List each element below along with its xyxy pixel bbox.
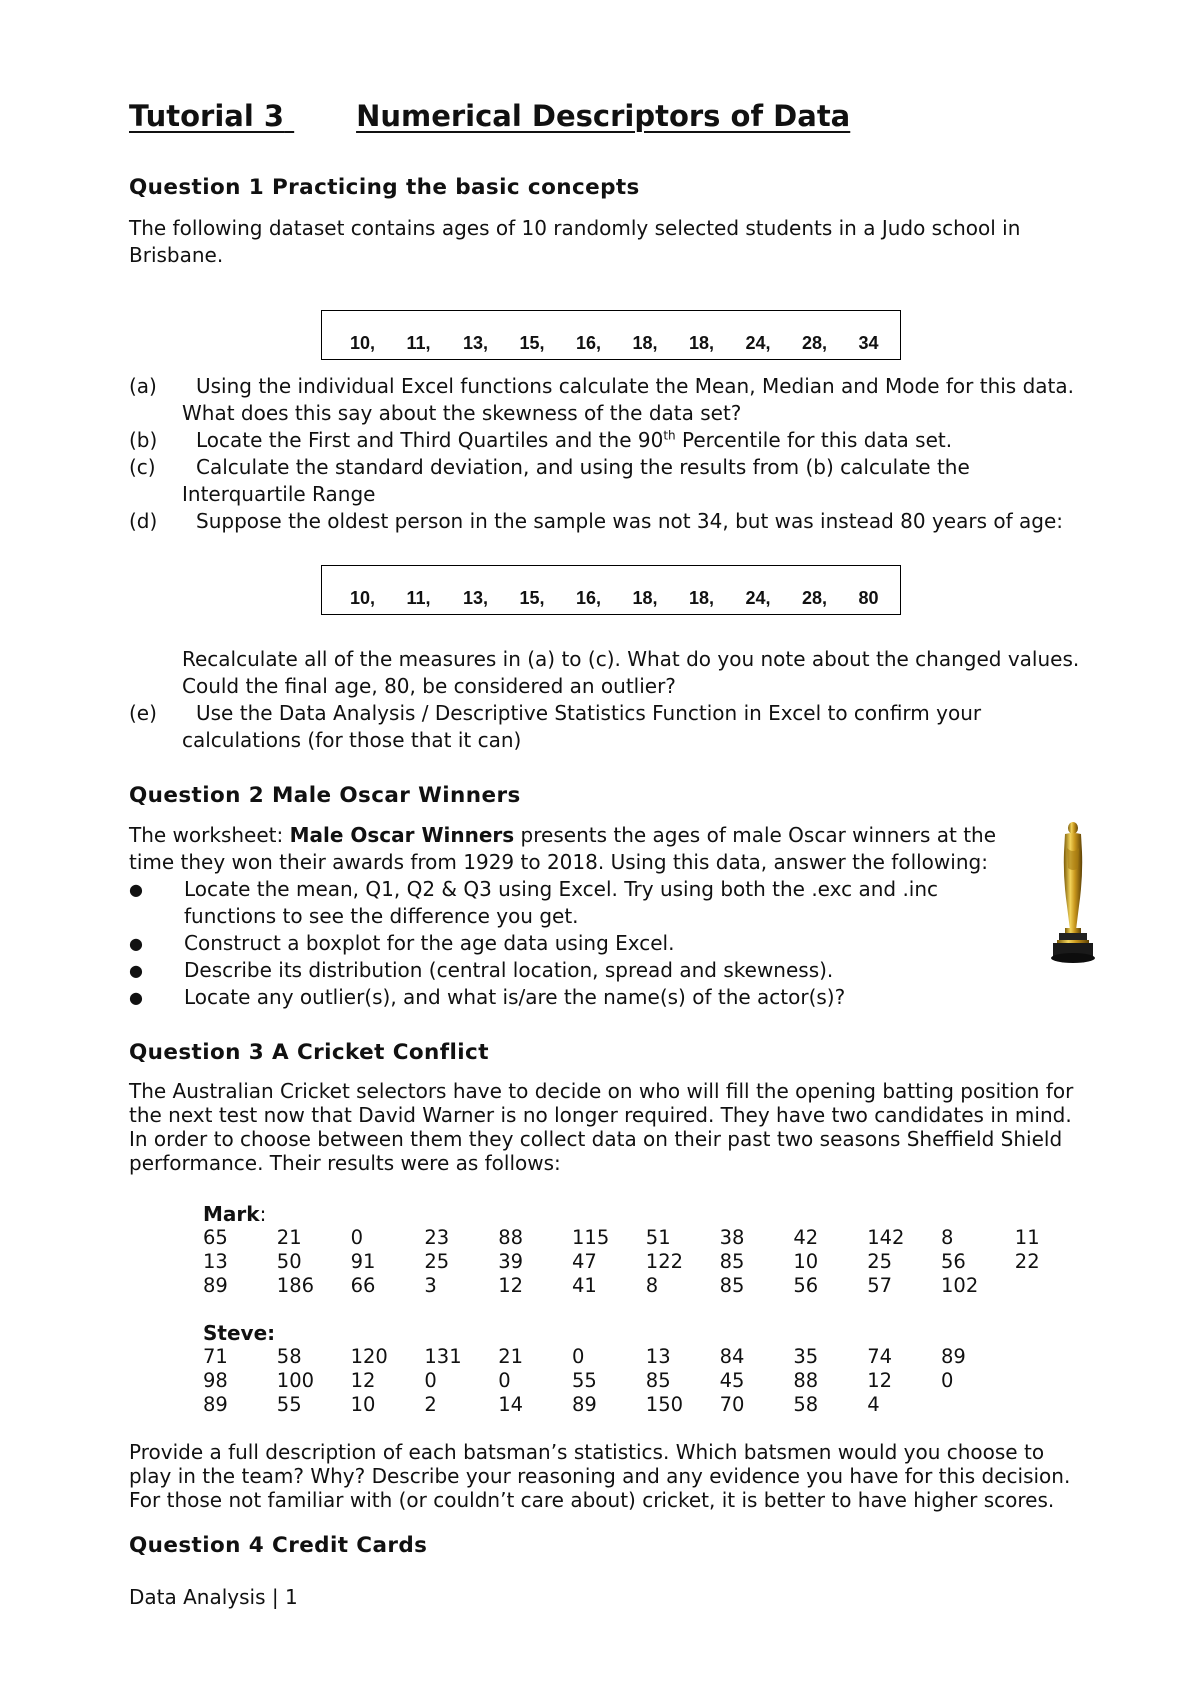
dataset-value: 15,: [519, 588, 545, 608]
q1-intro-line: Brisbane.: [129, 243, 224, 267]
score-cell: 89: [203, 1393, 228, 1416]
bullet-text: Locate any outlier(s), and what is/are the name(s) of the actor(s)?: [184, 985, 846, 1009]
dataset-value: 16,: [576, 588, 602, 608]
score-cell: 39: [498, 1250, 524, 1273]
score-cell: 38: [719, 1226, 745, 1249]
q3-intro-line: The Australian Cricket selectors have to decide on who will fill the opening batting position for: [129, 1079, 1074, 1103]
bullet-text: functions to see the difference you get.: [184, 904, 579, 928]
score-cell: 47: [572, 1250, 597, 1273]
score-cell: 98: [203, 1369, 228, 1392]
score-cell: 115: [572, 1226, 610, 1249]
superscript: th: [663, 428, 676, 443]
score-cell: 35: [793, 1345, 819, 1368]
q2-intro-line: [129, 823, 996, 847]
page-footer: Data Analysis | 1: [129, 1585, 298, 1609]
score-cell: 42: [793, 1226, 819, 1249]
score-cell: 21: [276, 1226, 302, 1249]
dataset-value: 24,: [745, 588, 771, 608]
dataset-value: 80: [858, 588, 879, 608]
recalc-text: Recalculate all of the measures in (a) to (c). What do you note about the changed values.: [182, 647, 1080, 671]
score-cell: 88: [793, 1369, 819, 1392]
item-text: Use the Data Analysis / Descriptive Statistics Function in Excel to confirm your: [196, 701, 982, 725]
score-cell: 89: [203, 1274, 228, 1297]
score-cell: 88: [498, 1226, 524, 1249]
bullet-icon: ●: [129, 934, 143, 953]
dataset-value: 13,: [463, 588, 489, 608]
dataset-value: 34: [858, 333, 879, 353]
score-cell: 85: [719, 1274, 745, 1297]
steve-label: Steve:: [203, 1321, 276, 1345]
oscar-statuette-icon: [1043, 818, 1103, 968]
score-cell: 8: [941, 1226, 954, 1249]
q1-intro: [129, 215, 1109, 269]
score-cell: 0: [350, 1226, 364, 1249]
q4-heading: Question 4 Credit Cards: [129, 1533, 428, 1558]
dataset-value: 11,: [406, 588, 431, 608]
score-cell: 85: [719, 1250, 745, 1273]
dataset-value: 28,: [802, 588, 828, 608]
score-cell: 71: [203, 1345, 228, 1368]
q3-intro-line: In order to choose between them they collect data on their past two seasons Sheffield Shield: [129, 1127, 1063, 1151]
item-text: Using the individual Excel functions calculate the Mean, Median and Mode for this data.: [196, 374, 1074, 398]
item-label: (b): [129, 428, 158, 452]
q3-outro-line: For those not familiar with (or couldn’t care about) cricket, it is better to have higher scores.: [129, 1488, 1055, 1512]
tutorial-topic: Numerical Descriptors of Data: [356, 99, 851, 133]
score-cell: 12: [350, 1369, 376, 1392]
score-cell: 84: [719, 1345, 745, 1368]
score-cell: 102: [941, 1274, 979, 1297]
score-cell: 0: [572, 1345, 585, 1368]
item-label: (e): [129, 701, 157, 725]
score-cell: 56: [793, 1274, 819, 1297]
score-cell: 2: [424, 1393, 437, 1416]
item-text: [196, 428, 952, 452]
score-cell: 57: [867, 1274, 893, 1297]
score-cell: 22: [1014, 1250, 1040, 1273]
item-text: Interquartile Range: [182, 482, 376, 506]
bullet-text: Locate the mean, Q1, Q2 & Q3 using Excel. Try using both the .exc and .inc: [184, 877, 939, 901]
title-gap: [284, 96, 356, 136]
q3-intro-line: performance. Their results were as follows:: [129, 1151, 561, 1175]
dataset-value: 15,: [519, 333, 545, 353]
item-text: calculations (for those that it can): [182, 728, 522, 752]
q3-outro-line: Provide a full description of each batsman’s statistics. Which batsmen would you choose to: [129, 1440, 1045, 1464]
score-cell: 150: [645, 1393, 684, 1416]
score-cell: 89: [572, 1393, 597, 1416]
score-cell: 21: [498, 1345, 524, 1368]
score-cell: 11: [1014, 1226, 1040, 1249]
worksheet-name: Male Oscar Winners: [289, 823, 515, 847]
mark-name: Mark: [203, 1202, 260, 1226]
item-label: (a): [129, 374, 157, 398]
score-cell: 25: [867, 1250, 893, 1273]
q3-intro-line: the next test now that David Warner is no longer required. They have two candidates in mind.: [129, 1103, 1072, 1127]
score-cell: 55: [276, 1393, 302, 1416]
dataset-value: 16,: [576, 333, 602, 353]
q3-outro: [129, 1440, 1109, 1512]
score-cell: 51: [645, 1226, 671, 1249]
dataset-value: 10,: [350, 588, 376, 608]
item-text: What does this say about the skewness of the data set?: [182, 401, 742, 425]
score-cell: 4: [867, 1393, 880, 1416]
dataset-box-1: [321, 310, 901, 360]
q3-intro: [129, 1079, 1109, 1175]
score-cell: 70: [719, 1393, 745, 1416]
dataset-value: 13,: [463, 333, 489, 353]
score-cell: 74: [867, 1345, 893, 1368]
score-cell: 120: [350, 1345, 388, 1368]
tutorial-number: Tutorial 3: [129, 99, 285, 133]
score-cell: 12: [867, 1369, 893, 1392]
score-cell: 0: [941, 1369, 954, 1392]
score-cell: 13: [203, 1250, 228, 1273]
bullet-icon: ●: [129, 988, 143, 1007]
score-cell: 50: [276, 1250, 302, 1273]
score-cell: 58: [276, 1345, 302, 1368]
q1-intro-line: The following dataset contains ages of 10 randomly selected students in a Judo school in: [129, 216, 1021, 240]
score-cell: 14: [498, 1393, 524, 1416]
mark-label: [203, 1202, 266, 1226]
item-text-main: Locate the First and Third Quartiles and the 90: [196, 428, 664, 452]
mark-colon: :: [259, 1202, 267, 1226]
bullet-icon: ●: [129, 961, 143, 980]
dataset-box-2: [321, 565, 901, 615]
bullet-text: Describe its distribution (central location, spread and skewness).: [184, 958, 834, 982]
dataset-value: 18,: [689, 333, 715, 353]
recalc-text: Could the final age, 80, be considered an outlier?: [182, 674, 676, 698]
dataset-value: 18,: [689, 588, 715, 608]
item-label: (d): [129, 509, 158, 533]
score-cell: 10: [350, 1393, 376, 1416]
score-cell: 41: [572, 1274, 597, 1297]
q2-intro-prefix: The worksheet:: [129, 823, 290, 847]
item-text: Suppose the oldest person in the sample was not 34, but was instead 80 years of age:: [196, 509, 1063, 533]
score-cell: 85: [645, 1369, 671, 1392]
score-cell: 122: [645, 1250, 684, 1273]
score-cell: 89: [941, 1345, 966, 1368]
q2-heading: Question 2 Male Oscar Winners: [129, 783, 521, 808]
q2-intro-suffix: presents the ages of male Oscar winners at the: [514, 823, 997, 847]
item-text-rest: Percentile for this data set.: [675, 428, 953, 452]
dataset-value: 28,: [802, 333, 828, 353]
bullet-text: Construct a boxplot for the age data using Excel.: [184, 931, 675, 955]
score-cell: 65: [203, 1226, 228, 1249]
score-cell: 8: [645, 1274, 659, 1297]
q3-outro-line: play in the team? Why? Describe your reasoning and any evidence you have for this decision.: [129, 1464, 1071, 1488]
score-cell: 3: [424, 1274, 437, 1297]
score-cell: 91: [350, 1250, 376, 1273]
q3-heading: Question 3 A Cricket Conflict: [129, 1040, 489, 1065]
dataset-value: 18,: [632, 333, 658, 353]
score-cell: 131: [424, 1345, 462, 1368]
score-cell: 66: [350, 1274, 376, 1297]
dataset-value: 11,: [406, 333, 431, 353]
score-cell: 100: [276, 1369, 315, 1392]
dataset-value: 24,: [745, 333, 771, 353]
score-cell: 13: [645, 1345, 671, 1368]
bullet-icon: ●: [129, 880, 143, 899]
score-cell: 0: [498, 1369, 511, 1392]
score-cell: 142: [867, 1226, 905, 1249]
score-cell: 56: [941, 1250, 966, 1273]
item-text: Calculate the standard deviation, and using the results from (b) calculate the: [196, 455, 970, 479]
dataset-value: 18,: [632, 588, 658, 608]
score-cell: 186: [276, 1274, 315, 1297]
score-cell: 55: [572, 1369, 597, 1392]
q2-intro-line: time they won their awards from 1929 to 2018. Using this data, answer the following:: [129, 850, 988, 874]
dataset-value: 10,: [350, 333, 376, 353]
score-cell: 10: [793, 1250, 819, 1273]
score-cell: 25: [424, 1250, 450, 1273]
score-cell: 58: [793, 1393, 819, 1416]
score-cell: 12: [498, 1274, 524, 1297]
score-cell: 23: [424, 1226, 450, 1249]
q1-heading: Question 1 Practicing the basic concepts: [129, 175, 640, 200]
item-label: (c): [129, 455, 156, 479]
page-title: [129, 96, 850, 136]
score-cell: 0: [424, 1369, 437, 1392]
score-cell: 45: [719, 1369, 745, 1392]
